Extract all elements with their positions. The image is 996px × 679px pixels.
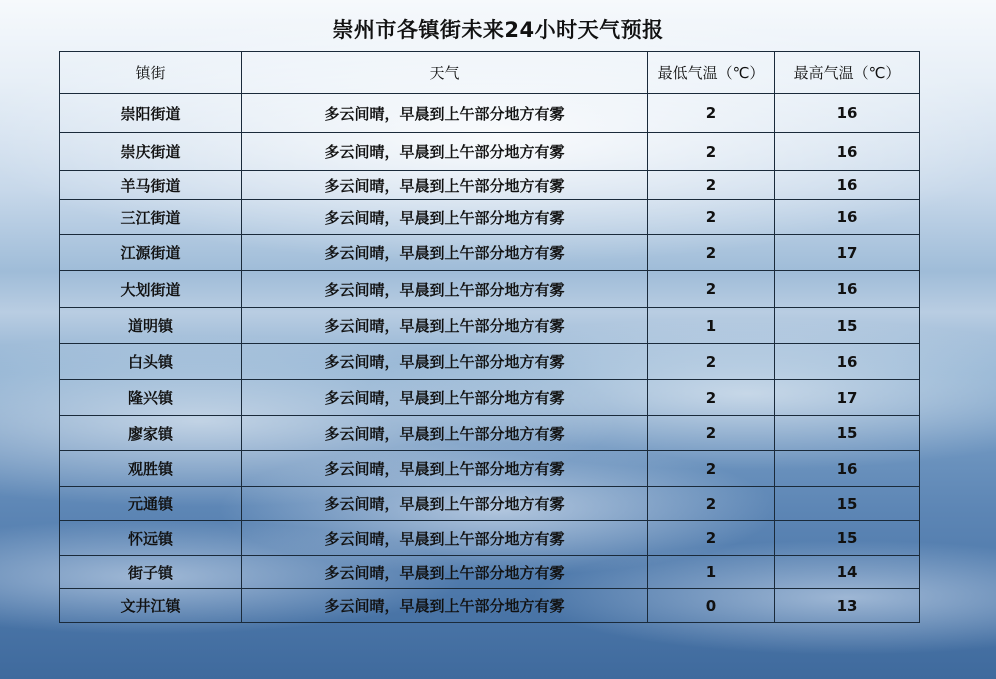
table-row bbox=[60, 94, 920, 133]
table-row bbox=[60, 133, 920, 171]
high-temp-cell: 16 bbox=[775, 200, 920, 235]
low-temp-cell: 1 bbox=[648, 308, 775, 344]
low-temp-cell: 2 bbox=[648, 521, 775, 556]
low-temp-cell: 2 bbox=[648, 94, 775, 133]
weather-cell: 多云间晴，早晨到上午部分地方有雾 bbox=[242, 271, 648, 308]
table-row bbox=[60, 589, 920, 623]
town-cell: 白头镇 bbox=[60, 344, 242, 380]
low-temp-cell: 0 bbox=[648, 589, 775, 623]
weather-cell: 多云间晴，早晨到上午部分地方有雾 bbox=[242, 94, 648, 133]
high-temp-cell: 13 bbox=[775, 589, 920, 623]
town-cell: 大划街道 bbox=[60, 271, 242, 308]
table-row bbox=[60, 200, 920, 235]
page-title: 崇州市各镇街未来24小时天气预报 bbox=[332, 18, 664, 42]
table-row bbox=[60, 487, 920, 521]
low-temp-cell: 2 bbox=[648, 416, 775, 451]
town-cell: 羊马街道 bbox=[60, 171, 242, 200]
table-row bbox=[60, 556, 920, 589]
low-temp-cell: 2 bbox=[648, 200, 775, 235]
town-cell: 三江街道 bbox=[60, 200, 242, 235]
high-temp-cell: 17 bbox=[775, 380, 920, 416]
table-row bbox=[60, 451, 920, 487]
header-weather: 天气 bbox=[242, 52, 648, 94]
low-temp-cell: 2 bbox=[648, 344, 775, 380]
weather-cell: 多云间晴，早晨到上午部分地方有雾 bbox=[242, 556, 648, 589]
table-row bbox=[60, 521, 920, 556]
low-temp-cell: 2 bbox=[648, 271, 775, 308]
town-cell: 江源街道 bbox=[60, 235, 242, 271]
table-row bbox=[60, 380, 920, 416]
forecast-table bbox=[59, 51, 920, 623]
town-cell: 元通镇 bbox=[60, 487, 242, 521]
high-temp-cell: 15 bbox=[775, 416, 920, 451]
header-low-temp: 最低气温（℃） bbox=[648, 52, 775, 94]
high-temp-cell: 17 bbox=[775, 235, 920, 271]
weather-cell: 多云间晴，早晨到上午部分地方有雾 bbox=[242, 416, 648, 451]
weather-cell: 多云间晴，早晨到上午部分地方有雾 bbox=[242, 171, 648, 200]
low-temp-cell: 2 bbox=[648, 487, 775, 521]
high-temp-cell: 14 bbox=[775, 556, 920, 589]
header-high-temp: 最高气温（℃） bbox=[775, 52, 920, 94]
weather-cell: 多云间晴，早晨到上午部分地方有雾 bbox=[242, 380, 648, 416]
town-cell: 街子镇 bbox=[60, 556, 242, 589]
weather-cell: 多云间晴，早晨到上午部分地方有雾 bbox=[242, 344, 648, 380]
weather-cell: 多云间晴，早晨到上午部分地方有雾 bbox=[242, 200, 648, 235]
table-row bbox=[60, 344, 920, 380]
low-temp-cell: 2 bbox=[648, 380, 775, 416]
high-temp-cell: 16 bbox=[775, 94, 920, 133]
high-temp-cell: 16 bbox=[775, 344, 920, 380]
town-cell: 道明镇 bbox=[60, 308, 242, 344]
weather-cell: 多云间晴，早晨到上午部分地方有雾 bbox=[242, 133, 648, 171]
weather-cell: 多云间晴，早晨到上午部分地方有雾 bbox=[242, 235, 648, 271]
low-temp-cell: 2 bbox=[648, 235, 775, 271]
table-row bbox=[60, 235, 920, 271]
high-temp-cell: 16 bbox=[775, 171, 920, 200]
high-temp-cell: 16 bbox=[775, 451, 920, 487]
town-cell: 怀远镇 bbox=[60, 521, 242, 556]
low-temp-cell: 2 bbox=[648, 171, 775, 200]
weather-cell: 多云间晴，早晨到上午部分地方有雾 bbox=[242, 521, 648, 556]
town-cell: 崇庆街道 bbox=[60, 133, 242, 171]
town-cell: 文井江镇 bbox=[60, 589, 242, 623]
weather-cell: 多云间晴，早晨到上午部分地方有雾 bbox=[242, 451, 648, 487]
high-temp-cell: 15 bbox=[775, 521, 920, 556]
high-temp-cell: 15 bbox=[775, 308, 920, 344]
high-temp-cell: 16 bbox=[775, 271, 920, 308]
weather-cell: 多云间晴，早晨到上午部分地方有雾 bbox=[242, 308, 648, 344]
low-temp-cell: 2 bbox=[648, 133, 775, 171]
table-row bbox=[60, 308, 920, 344]
table-row bbox=[60, 171, 920, 200]
town-cell: 崇阳街道 bbox=[60, 94, 242, 133]
weather-cell: 多云间晴，早晨到上午部分地方有雾 bbox=[242, 589, 648, 623]
header-town: 镇街 bbox=[60, 52, 242, 94]
town-cell: 观胜镇 bbox=[60, 451, 242, 487]
table-row bbox=[60, 271, 920, 308]
town-cell: 廖家镇 bbox=[60, 416, 242, 451]
table-header-row bbox=[60, 52, 920, 94]
low-temp-cell: 1 bbox=[648, 556, 775, 589]
table-row bbox=[60, 416, 920, 451]
town-cell: 隆兴镇 bbox=[60, 380, 242, 416]
low-temp-cell: 2 bbox=[648, 451, 775, 487]
weather-cell: 多云间晴，早晨到上午部分地方有雾 bbox=[242, 487, 648, 521]
high-temp-cell: 16 bbox=[775, 133, 920, 171]
high-temp-cell: 15 bbox=[775, 487, 920, 521]
